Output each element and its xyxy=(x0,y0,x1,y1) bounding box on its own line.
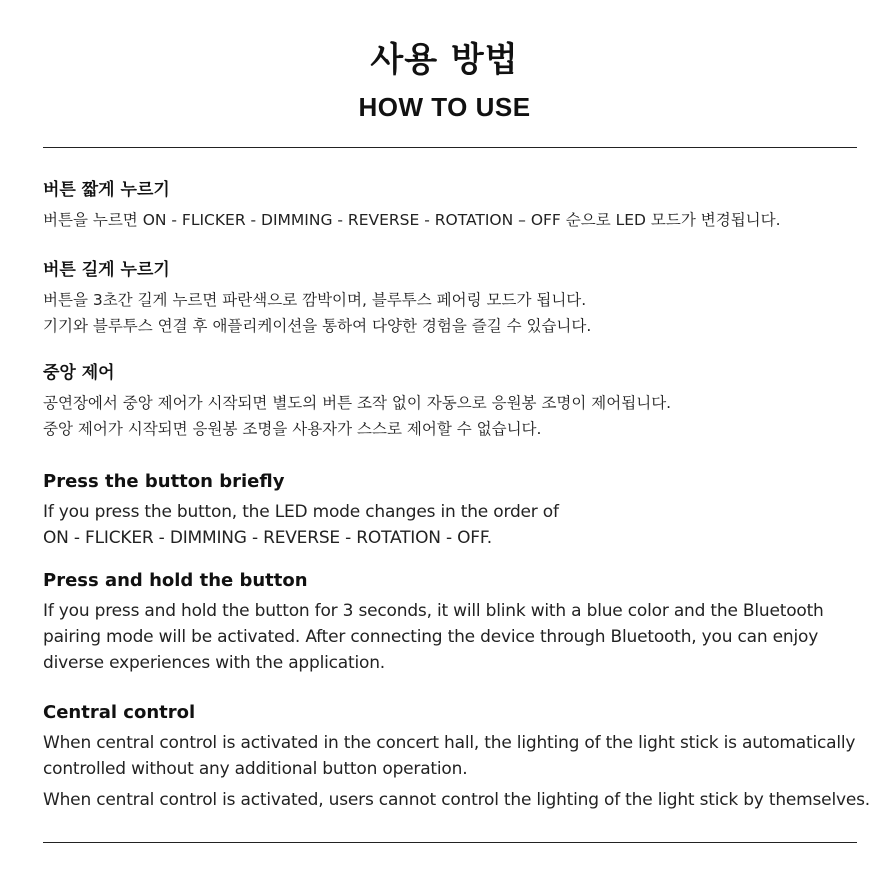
en-central-section xyxy=(43,699,870,813)
ko-long-press-line: 기기와 블루투스 연결 후 애플리케이션을 통하여 다양한 경험을 즐길 수 있습니다. xyxy=(43,317,592,335)
top-divider xyxy=(43,147,857,148)
ko-long-press-line: 버튼을 3초간 길게 누르면 파란색으로 깜박이며, 블루투스 페어링 모드가 됩니다. xyxy=(43,291,587,309)
ko-long-press-heading: 버튼 길게 누르기 xyxy=(43,260,170,280)
en-short-press-line: ON - FLICKER - DIMMING - REVERSE - ROTATION - OFF. xyxy=(43,528,492,548)
ko-short-press-section xyxy=(43,177,781,233)
en-central-line: When central control is activated in the concert hall, the lighting of the light stick is automatically xyxy=(43,733,856,753)
page-title-korean: 사용 방법 xyxy=(370,40,519,80)
ko-short-press-line: 버튼을 누르면 ON - FLICKER - DIMMING - REVERSE - ROTATION – OFF 순으로 LED 모드가 변경됩니다. xyxy=(43,211,781,229)
en-central-line: controlled without any additional button operation. xyxy=(43,759,468,779)
ko-central-section xyxy=(43,360,671,442)
ko-central-heading: 중앙 제어 xyxy=(43,363,115,383)
page-title-english: HOW TO USE xyxy=(358,92,531,122)
en-short-press-line: If you press the button, the LED mode changes in the order of xyxy=(43,502,559,522)
en-long-press-line: If you press and hold the button for 3 seconds, it will blink with a blue color and the Bluetooth xyxy=(43,601,824,621)
bottom-divider xyxy=(43,842,857,843)
ko-long-press-section xyxy=(43,257,591,339)
en-long-press-line: pairing mode will be activated. After connecting the device through Bluetooth, you can enjoy xyxy=(43,627,819,647)
en-long-press-line: diverse experiences with the application. xyxy=(43,653,385,673)
en-long-press-section xyxy=(43,567,824,676)
ko-central-line: 공연장에서 중앙 제어가 시작되면 별도의 버튼 조작 없이 자동으로 응원봉 조명이 제어됩니다. xyxy=(43,394,672,412)
page-header xyxy=(0,38,889,124)
ko-short-press-heading: 버튼 짧게 누르기 xyxy=(43,180,170,200)
en-long-press-heading: Press and hold the button xyxy=(43,570,308,591)
en-central-heading: Central control xyxy=(43,702,196,723)
en-central-line: When central control is activated, users cannot control the lighting of the light stick by themselves. xyxy=(43,790,870,810)
en-short-press-section xyxy=(43,468,559,551)
en-short-press-heading: Press the button briefly xyxy=(43,471,285,492)
ko-central-line: 중앙 제어가 시작되면 응원봉 조명을 사용자가 스스로 제어할 수 없습니다. xyxy=(43,420,542,438)
